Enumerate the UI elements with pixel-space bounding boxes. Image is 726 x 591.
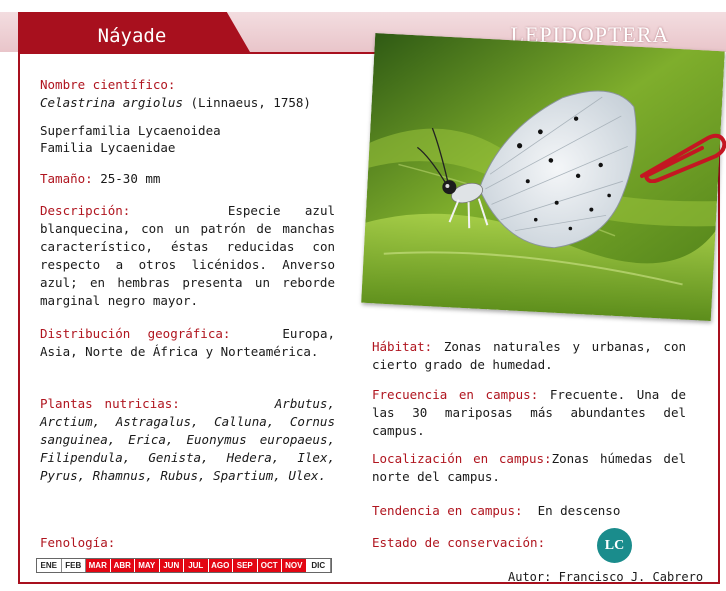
superfamily: Superfamilia Lycaenoidea <box>40 123 221 138</box>
phenology-month-feb: FEB <box>62 559 87 572</box>
author-credit: Autor: Francisco J. Cabrero <box>508 570 704 584</box>
phenology-label: Fenología: <box>40 535 116 550</box>
scientific-name: Celastrina argiolus (Linnaeus, 1758) <box>40 95 311 110</box>
distribution-field: Distribución geográfica: Europa, Asia, Norte de África y Norteamérica. <box>40 326 336 359</box>
conservation-label: Estado de conservación: <box>372 535 546 550</box>
frequency-field: Frecuencia en campus: Frecuente. Una de las 30 mariposas más abundantes del campus. <box>372 387 686 438</box>
family: Familia Lycaenidae <box>40 140 176 155</box>
habitat-field: Hábitat: Zonas naturales y urbanas, con cierto grado de humedad. <box>372 339 686 372</box>
order-title: LEPIDOPTERA <box>510 22 670 47</box>
location-field: Localización en campus:Zonas húmedas del norte del campus. <box>372 451 686 484</box>
phenology-month-ene: ENE <box>37 559 62 572</box>
phenology-month-mar: MAR <box>86 559 111 572</box>
conservation-status-badge: LC <box>597 528 632 563</box>
phenology-month-abr: ABR <box>111 559 136 572</box>
scientific-name-label: Nombre científico: <box>40 77 176 92</box>
description-field: Descripción: Especie azul blanquecina, con un patrón de manchas característico, éstas reducidas con respecto a otros licénidos. Anverso azul; en hembras presenta un reborde marginal negro mayor. <box>40 203 335 308</box>
size-field: Tamaño: 25-30 mm <box>40 171 161 186</box>
phenology-month-bar <box>36 558 332 573</box>
phenology-month-jun: JUN <box>160 559 185 572</box>
phenology-month-may: MAY <box>135 559 160 572</box>
paperclip-icon <box>636 128 726 183</box>
food-plants-field: Plantas nutricias: Arbutus, Arctium, Astragalus, Calluna, Cornus sanguinea, Erica, Euonymus europaeus, Filipendula, Genista, Hedera, Ilex, Pyrus, Rhamnus, Rubus, Spartium, Ulex. <box>40 396 335 483</box>
phenology-month-sep: SEP <box>233 559 258 572</box>
common-name-title: Náyade <box>97 25 167 47</box>
phenology-month-ago: AGO <box>209 559 234 572</box>
trend-field: Tendencia en campus: En descenso <box>372 503 621 518</box>
phenology-month-nov: NOV <box>282 559 307 572</box>
phenology-month-dic: DIC <box>307 559 332 572</box>
phenology-month-oct: OCT <box>258 559 283 572</box>
phenology-month-jul: JUL <box>184 559 209 572</box>
